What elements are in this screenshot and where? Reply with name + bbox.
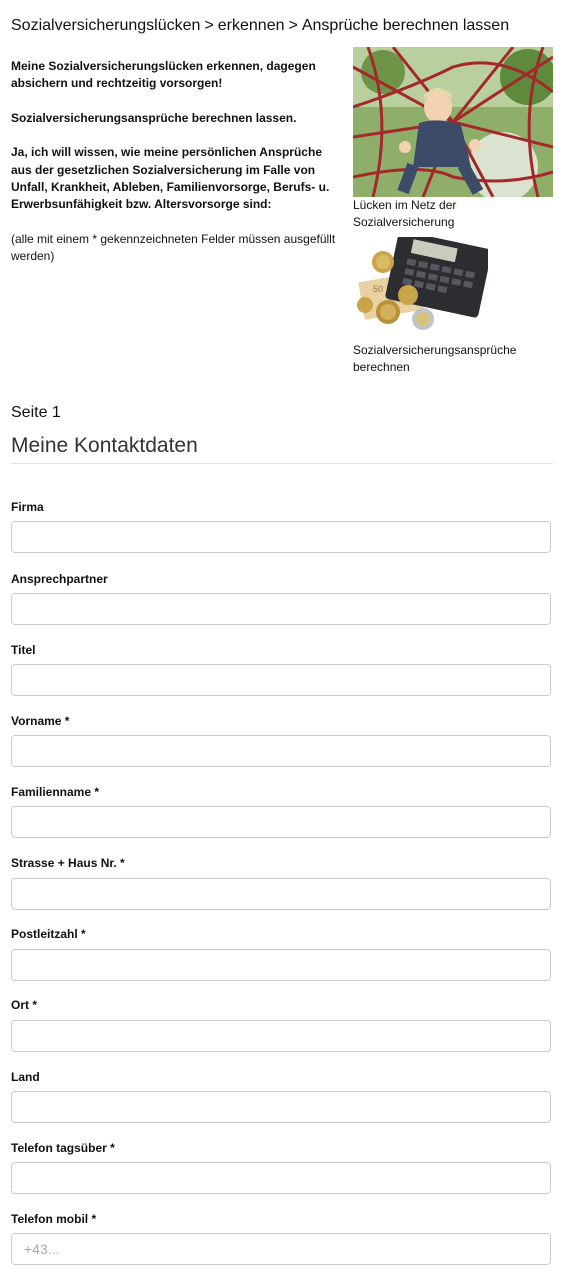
familienname-input[interactable]	[11, 806, 551, 838]
firma-input[interactable]	[11, 521, 551, 553]
intro-subheading: Sozialversicherungsansprüche berechnen lassen.	[11, 110, 297, 125]
breadcrumb-separator: >	[204, 17, 214, 34]
photo-caption: Lücken im Netz der Sozialversicherung	[353, 198, 457, 229]
intro-text	[11, 58, 336, 283]
breadcrumb-item-current: Ansprüche berechnen lassen	[301, 17, 510, 34]
strasse-input[interactable]	[11, 878, 551, 910]
breadcrumb-separator: >	[288, 17, 298, 34]
titel-label: Titel	[11, 643, 36, 657]
child-climbing-net-photo	[353, 47, 553, 197]
telefon-tagsueber-label: Telefon tagsüber *	[11, 1141, 115, 1155]
ort-input[interactable]	[11, 1020, 551, 1052]
breadcrumb	[11, 17, 509, 35]
familienname-label: Familienname *	[11, 785, 100, 799]
breadcrumb-item-erkennen[interactable]: erkennen	[217, 17, 285, 34]
postleitzahl-input[interactable]	[11, 949, 551, 981]
titel-input[interactable]	[11, 664, 551, 696]
strasse-label: Strasse + Haus Nr. *	[11, 856, 125, 870]
postleitzahl-label: Postleitzahl *	[11, 927, 86, 941]
section-divider	[11, 463, 553, 464]
ansprechpartner-input[interactable]	[11, 593, 551, 625]
breadcrumb-item-sozialversicherungsluecken[interactable]: Sozialversicherungslücken	[11, 17, 201, 34]
vorname-input[interactable]	[11, 735, 551, 767]
sidebar	[353, 47, 553, 376]
ort-label: Ort *	[11, 998, 38, 1012]
ansprechpartner-label: Ansprechpartner	[11, 572, 108, 586]
telefon-mobil-label: Telefon mobil *	[11, 1212, 97, 1226]
land-input[interactable]	[11, 1091, 551, 1123]
section-title: Meine Kontaktdaten	[11, 434, 198, 457]
calculator-caption: Sozialversicherungsansprüche berechnen	[353, 343, 517, 374]
land-label: Land	[11, 1070, 40, 1084]
required-fields-note: (alle mit einem * gekennzeichneten Felder müssen ausgefüllt werden)	[11, 231, 336, 264]
intro-heading: Meine Sozialversicherungslücken erkennen, dagegen absichern und rechtzeitig vorsorgen!	[11, 59, 316, 91]
telefon-tagsueber-input[interactable]	[11, 1162, 551, 1194]
calculator-coins-image	[353, 237, 488, 332]
coin-text: 50	[373, 284, 384, 294]
vorname-label: Vorname *	[11, 714, 70, 728]
firma-label: Firma	[11, 500, 44, 514]
intro-description: Ja, ich will wissen, wie meine persönlichen Ansprüche aus der gesetzlichen Sozialversicherung im Falle von Unfall, Krankheit, Ableben, Familienvorsorge, Berufs- u. Erwerbsunfähigkeit bzw. Altersvorsorge sind:	[11, 145, 330, 212]
page-indicator: Seite 1	[11, 404, 61, 421]
telefon-mobil-input[interactable]	[11, 1233, 551, 1265]
